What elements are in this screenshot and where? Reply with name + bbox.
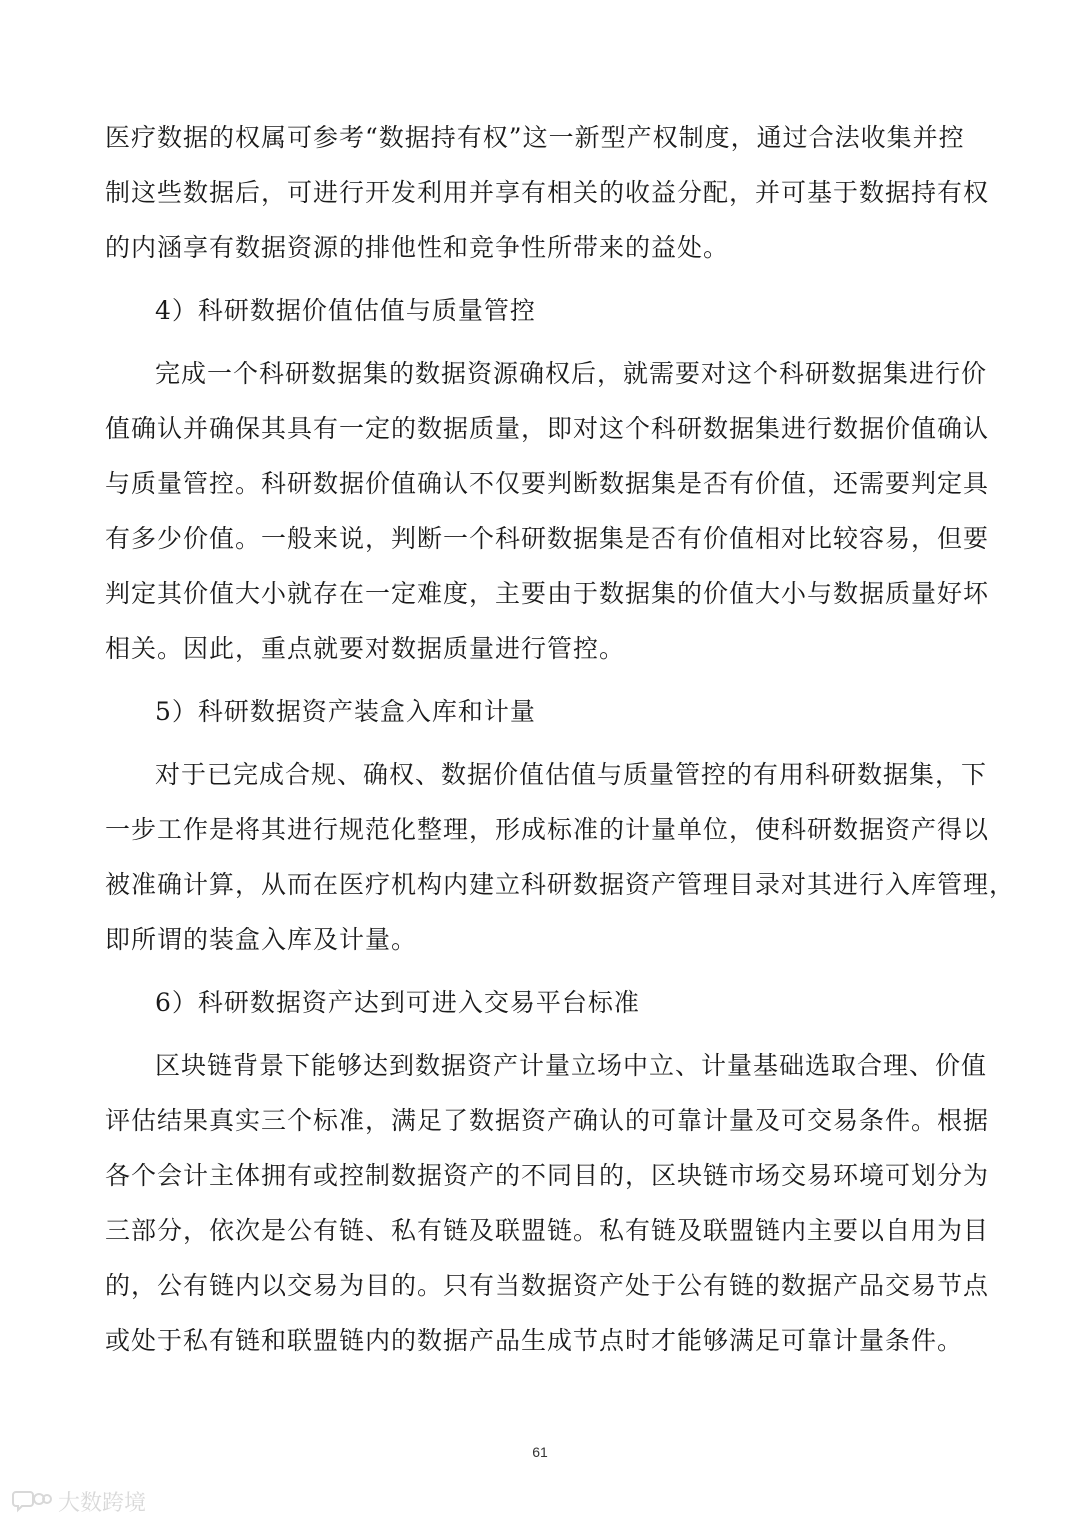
text-line: 三部分，依次是公有链、私有链及联盟链。私有链及联盟链内主要以自用为目 [105, 1216, 990, 1245]
text-line: 的，公有链内以交易为目的。只有当数据资产处于公有链的数据产品交易节点 [105, 1271, 990, 1300]
text-line: 医疗数据的权属可参考“数据持有权”这一新型产权制度，通过合法收集并控 [105, 123, 965, 152]
text-line: 相关。因此，重点就要对数据质量进行管控。 [105, 634, 626, 663]
text-line: 与质量管控。科研数据价值确认不仅要判断数据集是否有价值，还需要判定具 [105, 469, 990, 498]
text-line: 区块链背景下能够达到数据资产计量立场中立、计量基础选取合理、价值 [155, 1051, 988, 1080]
section-heading-4: 4）科研数据价值估值与质量管控 [155, 296, 536, 325]
text-line: 被准确计算，从而在医疗机构内建立科研数据资产管理目录对其进行入库管理， [105, 870, 1016, 899]
text-line: 完成一个科研数据集的数据资源确权后，就需要对这个科研数据集进行价 [155, 359, 988, 388]
paragraph-blockchain [105, 1038, 990, 1368]
text-line: 或处于私有链和联盟链内的数据产品生成节点时才能够满足可靠计量条件。 [105, 1326, 964, 1355]
section-heading-6: 6）科研数据资产达到可进入交易平台标准 [155, 988, 640, 1017]
watermark [12, 1486, 146, 1516]
text-line: 一步工作是将其进行规范化整理，形成标准的计量单位，使科研数据资产得以 [105, 815, 990, 844]
text-line: 判定其价值大小就存在一定难度，主要由于数据集的价值大小与数据质量好坏 [105, 579, 990, 608]
text-line: 的内涵享有数据资源的排他性和竞争性所带来的益处。 [105, 233, 730, 262]
text-line: 值确认并确保其具有一定的数据质量，即对这个科研数据集进行数据价值确认 [105, 414, 990, 443]
paragraph-boxing-metering [105, 747, 1016, 967]
speech-bubble-logo-icon [12, 1488, 52, 1514]
document-body [105, 110, 1016, 1376]
watermark-text: 大数跨境 [58, 1490, 147, 1516]
paragraph-value-quality [105, 346, 990, 676]
text-line: 制这些数据后，可进行开发利用并享有相关的收益分配，并可基于数据持有权 [105, 178, 990, 207]
text-line: 有多少价值。一般来说，判断一个科研数据集是否有价值相对比较容易，但要 [105, 524, 990, 553]
page-number: 61 [532, 1444, 548, 1460]
paragraph-data-ownership [105, 110, 990, 275]
text-line: 对于已完成合规、确权、数据价值估值与质量管控的有用科研数据集，下 [155, 760, 988, 789]
text-line: 各个会计主体拥有或控制数据资产的不同目的，区块链市场交易环境可划分为 [105, 1161, 990, 1190]
text-line: 评估结果真实三个标准，满足了数据资产确认的可靠计量及可交易条件。根据 [105, 1106, 990, 1135]
section-heading-5: 5）科研数据资产装盒入库和计量 [155, 697, 536, 726]
text-line: 即所谓的装盒入库及计量。 [105, 925, 418, 954]
